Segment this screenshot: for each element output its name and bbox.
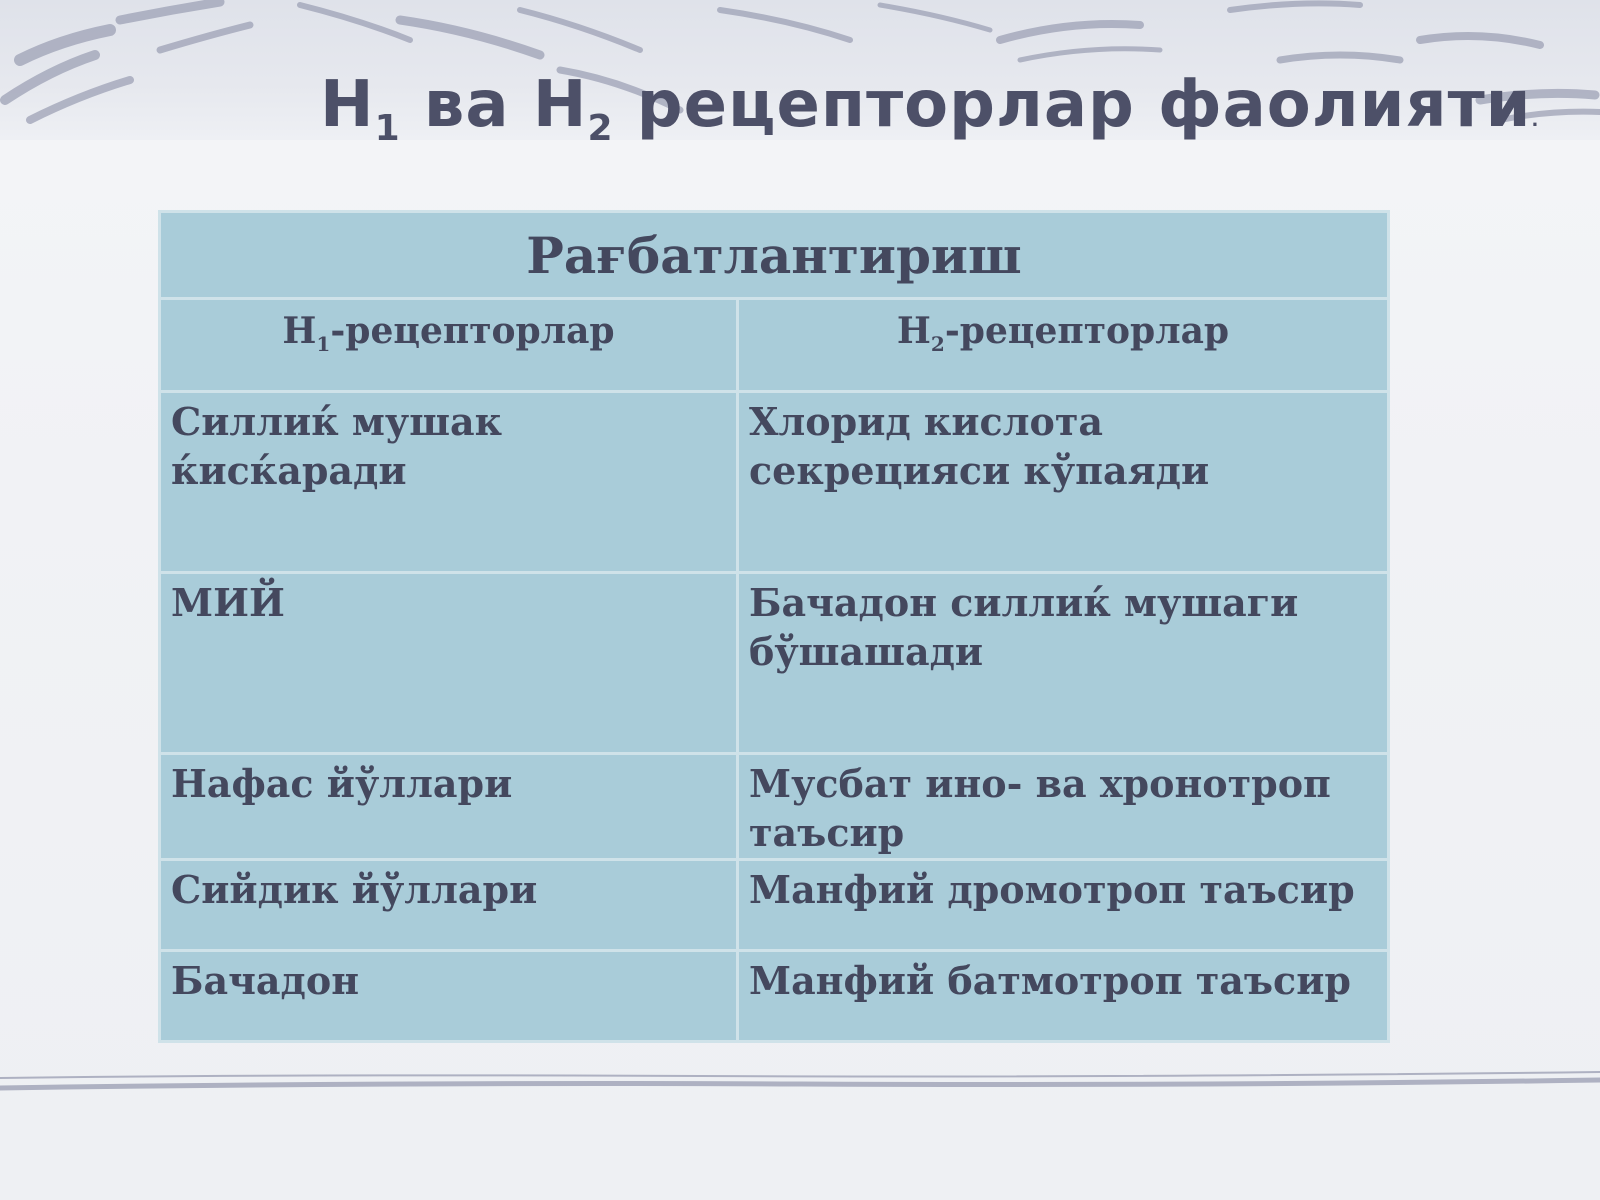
table-row (160, 754, 1389, 860)
table-row (160, 859, 1389, 950)
table-row (160, 950, 1389, 1041)
header-h1-label: -рецепторлар (330, 310, 615, 352)
slide-title (320, 68, 1540, 149)
table-cell-h2: Мусбат ино- ва хронотроп таъсир (738, 754, 1389, 860)
table-cell-h2: Бачадон силлиќ мушаги бўшашади (738, 573, 1389, 754)
title-h2-subscript: 2 (587, 108, 614, 149)
header-h2-letter: H (896, 310, 931, 352)
header-h1-letter: H (282, 310, 317, 352)
table-header-row (160, 299, 1389, 392)
title-middle-text: ва H (400, 68, 588, 142)
title-rest-text: рецепторлар фаолияти (613, 68, 1532, 142)
table-cell-h1: Нафас йўллари (160, 754, 738, 860)
title-h1-subscript: 1 (374, 108, 401, 149)
title-dot: . (1531, 110, 1540, 131)
column-header-h2 (738, 299, 1389, 392)
header-h2-subscript: 2 (930, 332, 945, 357)
table-cell-h1: Сийдик йўллари (160, 859, 738, 950)
table-cell-h1: МИЙ (160, 573, 738, 754)
receptor-table (158, 210, 1390, 1043)
table-row (160, 573, 1389, 754)
header-h1-subscript: 1 (316, 332, 331, 357)
table-cell-h1: Силлиќ мушак ќисќаради (160, 392, 738, 573)
header-h2-label: -рецепторлар (944, 310, 1230, 352)
title-h1-letter: H (320, 68, 375, 142)
table-caption: Рағбатлантириш (160, 212, 1389, 299)
table-caption-row (160, 212, 1389, 299)
table-cell-h2: Манфий дромотроп таъсир (738, 859, 1389, 950)
comparison-table (158, 210, 1390, 1043)
bottom-brush-line (0, 1060, 1600, 1100)
table-cell-h1: Бачадон (160, 950, 738, 1041)
table-cell-h2: Хлорид кислота секрецияси кўпаяди (738, 392, 1389, 573)
column-header-h1 (160, 299, 738, 392)
table-cell-h2: Манфий батмотроп таъсир (738, 950, 1389, 1041)
table-row (160, 392, 1389, 573)
